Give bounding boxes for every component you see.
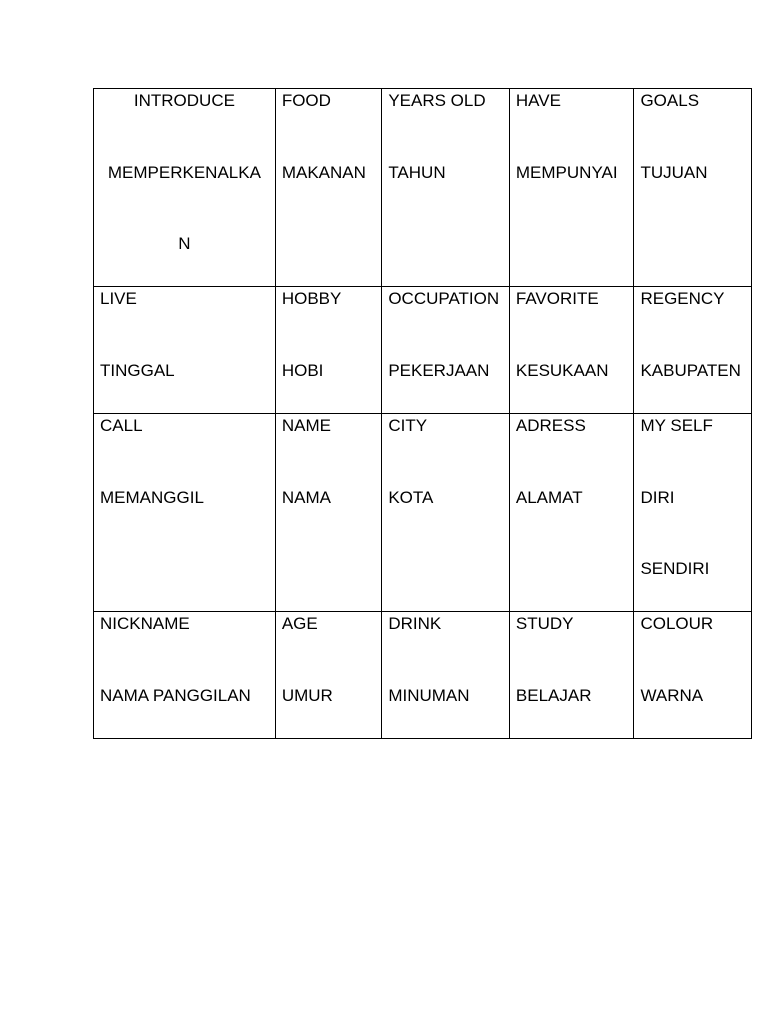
vocabulary-table bbox=[93, 88, 752, 739]
table-cell bbox=[509, 414, 634, 612]
indonesian-word: KOTA bbox=[388, 487, 434, 507]
table-cell bbox=[634, 612, 752, 739]
english-word: LIVE bbox=[100, 289, 137, 308]
table-cell bbox=[509, 612, 634, 739]
english-word: MY SELF bbox=[640, 416, 713, 435]
english-word: COLOUR bbox=[640, 614, 714, 633]
english-word: CALL bbox=[100, 416, 143, 435]
indonesian-word: MEMPERKENALKA bbox=[107, 162, 261, 182]
indonesian-word: TINGGAL bbox=[100, 360, 175, 380]
english-word: NAME bbox=[281, 416, 331, 435]
indonesian-word: NAMA PANGGILAN bbox=[100, 685, 251, 705]
english-word: REGENCY bbox=[640, 289, 725, 308]
table-row bbox=[94, 612, 752, 739]
english-word: FOOD bbox=[281, 91, 331, 110]
table-cell bbox=[634, 89, 752, 287]
indonesian-word: MAKANAN bbox=[281, 162, 366, 182]
english-word: HOBBY bbox=[281, 289, 342, 308]
table-row bbox=[94, 414, 752, 612]
english-word: FAVORITE bbox=[515, 289, 599, 308]
indonesian-word: DIRI bbox=[640, 487, 675, 507]
table-cell bbox=[275, 89, 381, 287]
indonesian-word: UMUR bbox=[281, 685, 333, 705]
english-word: AGE bbox=[281, 614, 318, 633]
indonesian-word: TUJUAN bbox=[640, 162, 708, 182]
english-word: YEARS OLD bbox=[388, 91, 486, 110]
table-cell bbox=[382, 414, 510, 612]
english-word: CITY bbox=[388, 416, 428, 435]
table-cell bbox=[275, 414, 381, 612]
english-word: OCCUPATION bbox=[388, 289, 500, 308]
table-cell bbox=[275, 287, 381, 414]
english-word: HAVE bbox=[515, 91, 561, 110]
table-cell bbox=[94, 89, 276, 287]
indonesian-word: BELAJAR bbox=[515, 685, 592, 705]
english-word: DRINK bbox=[388, 614, 442, 633]
indonesian-word: TAHUN bbox=[388, 162, 446, 182]
indonesian-word: PEKERJAAN bbox=[388, 360, 490, 380]
table-cell bbox=[94, 612, 276, 739]
english-word: GOALS bbox=[640, 91, 700, 110]
indonesian-word: KESUKAAN bbox=[515, 360, 609, 380]
english-word: INTRODUCE bbox=[133, 91, 235, 110]
indonesian-word: NAMA bbox=[281, 487, 331, 507]
table-cell bbox=[275, 612, 381, 739]
indonesian-word: WARNA bbox=[640, 685, 704, 705]
table-cell bbox=[634, 287, 752, 414]
table-row bbox=[94, 287, 752, 414]
english-word: STUDY bbox=[515, 614, 574, 633]
indonesian-word-continued: N bbox=[178, 234, 191, 253]
table-cell bbox=[509, 89, 634, 287]
indonesian-word: KABUPATEN bbox=[640, 360, 741, 380]
table-cell bbox=[382, 612, 510, 739]
table-cell bbox=[94, 287, 276, 414]
indonesian-word: HOBI bbox=[281, 360, 324, 380]
table-row bbox=[94, 89, 752, 287]
table-cell bbox=[509, 287, 634, 414]
indonesian-word: MEMPUNYAI bbox=[515, 162, 618, 182]
table-cell bbox=[94, 414, 276, 612]
table-cell bbox=[634, 414, 752, 612]
indonesian-word: ALAMAT bbox=[515, 487, 583, 507]
indonesian-word: MEMANGGIL bbox=[100, 487, 204, 507]
table-cell bbox=[382, 287, 510, 414]
english-word: ADRESS bbox=[515, 416, 586, 435]
indonesian-word-continued: SENDIRI bbox=[640, 559, 710, 578]
table-cell bbox=[382, 89, 510, 287]
english-word: NICKNAME bbox=[100, 614, 190, 633]
indonesian-word: MINUMAN bbox=[388, 685, 470, 705]
